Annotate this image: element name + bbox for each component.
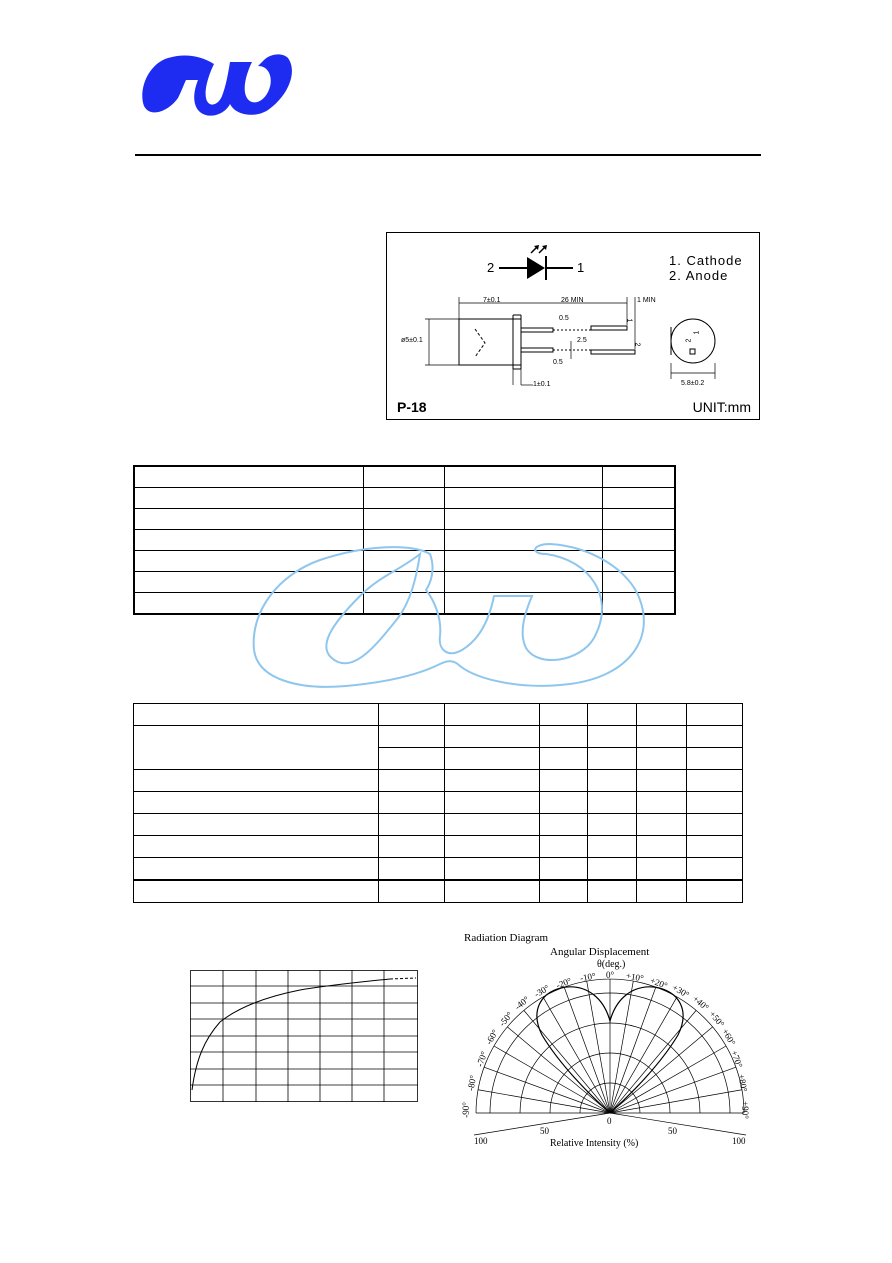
- logo-mark: [142, 54, 292, 115]
- package-drawing: [386, 232, 760, 420]
- dim-lead-offset: 1 MIN: [637, 297, 656, 304]
- table-row: [134, 792, 743, 814]
- table-row: [134, 488, 675, 509]
- angle-label-p20: +20°: [648, 975, 669, 991]
- table-row: [134, 551, 675, 572]
- table-row: [134, 509, 675, 530]
- angle-label-n50: -50°: [496, 1009, 515, 1029]
- table-row: [134, 466, 675, 488]
- radiation-title: Radiation Diagram: [464, 932, 549, 944]
- pin-1-label: 1: [577, 260, 585, 275]
- angle-label-p60: +60°: [720, 1026, 738, 1048]
- table-row: [134, 572, 675, 593]
- absolute-ratings-table: [133, 465, 676, 615]
- front-pin-1-marker: 1: [693, 330, 701, 335]
- table-row: [134, 530, 675, 551]
- angle-label-p30: +30°: [670, 982, 692, 1000]
- dim-lead-width-top: 0.5: [559, 315, 569, 322]
- dim-lead-width-bottom: 0.5: [553, 359, 563, 366]
- dim-lead-length: 26 MIN: [561, 297, 584, 304]
- pin-2-label: 2: [487, 260, 495, 275]
- dim-diameter: ø5±0.1: [401, 337, 423, 344]
- curve-line: [192, 979, 390, 1090]
- angle-label-n20: -20°: [554, 975, 573, 991]
- theta-label: θ(deg.): [597, 959, 626, 970]
- table-row: [134, 814, 743, 836]
- angle-label-n40: -40°: [512, 994, 531, 1012]
- angle-label-p50: +50°: [707, 1009, 727, 1029]
- radiation-diagram: [470, 965, 754, 1140]
- intensity-tick-50-left: 50: [540, 1126, 549, 1136]
- intensity-tick-50-right: 50: [668, 1126, 677, 1136]
- pin-list: [669, 253, 743, 283]
- unit-label: UNIT:mm: [692, 399, 751, 415]
- pin-list-anode: 2. Anode: [669, 268, 729, 283]
- table-row: [134, 858, 743, 881]
- angle-label-p90: +90°: [739, 1101, 750, 1119]
- table-row: [134, 704, 743, 726]
- angle-label-n60: -60°: [483, 1027, 501, 1047]
- table-row: [134, 726, 743, 748]
- dim-lead-spacing: 2.5: [577, 337, 587, 344]
- angle-label-n90: -90°: [460, 1102, 471, 1118]
- dim-body-length: 7±0.1: [483, 297, 501, 304]
- angle-label-p40: +40°: [690, 993, 711, 1013]
- electro-optical-table: [133, 703, 743, 903]
- curve-line-dashed: [390, 978, 416, 979]
- angle-label-p80: +80°: [736, 1073, 750, 1093]
- radiation-subtitle: Angular Displacement: [550, 946, 650, 958]
- pin-list-cathode: 1. Cathode: [669, 253, 743, 268]
- company-logo: [138, 50, 300, 116]
- package-name: P-18: [397, 399, 427, 415]
- intensity-tick-100-left: 100: [474, 1136, 488, 1146]
- table-row: [134, 836, 743, 858]
- dim-front-width: 5.8±0.2: [681, 380, 705, 387]
- lead-1-marker: 1: [625, 318, 633, 323]
- radiation-xlabel: Relative Intensity (%): [550, 1138, 639, 1149]
- dim-flange: 1±0.1: [533, 381, 551, 388]
- intensity-tick-100-right: 100: [732, 1136, 746, 1146]
- characteristic-curve-chart: [190, 970, 418, 1102]
- angle-label-n30: -30°: [532, 982, 552, 1000]
- angle-label-n80: -80°: [465, 1074, 479, 1092]
- intensity-tick-0: 0: [607, 1116, 612, 1126]
- table-row: [134, 593, 675, 615]
- angle-label-n10: -10°: [579, 970, 597, 984]
- angle-label-n70: -70°: [474, 1049, 490, 1069]
- angle-label-p70: +70°: [729, 1048, 745, 1070]
- lead-2-marker: 2: [633, 342, 641, 347]
- table-row: [134, 770, 743, 792]
- table-row: [134, 880, 743, 903]
- front-pin-2-marker: 2: [685, 338, 693, 343]
- angle-label-p10: +10°: [625, 970, 645, 984]
- angle-label-0: 0°: [606, 970, 615, 980]
- intensity-axis-right: [610, 1113, 746, 1135]
- header-rule: [135, 154, 761, 156]
